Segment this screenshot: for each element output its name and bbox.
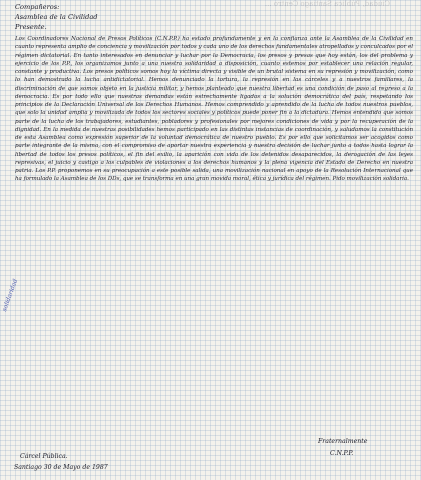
salutation-line-1: Compañeros: <box>15 3 60 11</box>
salutation-line-3: Presente. <box>15 23 47 31</box>
bleed-through-text: Ciudad, Pública Santiago Centro ... <box>264 0 390 8</box>
closing-signatory: C.N.P.P. <box>330 450 354 457</box>
closing-date: Santiago 30 de Mayo de 1987 <box>14 464 108 471</box>
letter-body <box>15 35 413 397</box>
margin-annotation: solidaridad <box>1 278 20 313</box>
salutation-line-2: Asamblea de la Civilidad <box>15 13 98 21</box>
closing-salutation: Fraternalmente <box>318 438 368 445</box>
closing-place: Cárcel Pública. <box>20 453 68 460</box>
letter-body-paragraph: Los Coordinadores Nacional de Presos Políticos (C.N.P.P.) ha estado profundamente y en la confianza ante la Asamblea de la Civilidad en cuanto representa amplio de conciencia y movilización por todos y cada uno de los derechos fundamentales atropellados y conculcados por el régimen dictatorial. En tanto interesados en denunciar y luchar por la Democracia, los presos y presas que hoy están, los del problema y ejercicio de los P.P., los organizamos junto a una nuestra solidaridad a disposición, cuanto estemos por establecer una relación regular, constante y productiva. Los presos políticos somos hoy la víctima directa y visible de un brutal sistema en su represión y movilización, como lo han demostrado la lucha antidictatorial. Hemos denunciado la tortura, la represión en las cárceles y a nuestros familiares, la discriminación de que somos objeto en la justicia militar, y hemos planteado que nuestra libertad es una condición de paso al regreso a la democracia. Es por todo ello que nuestras demandas están estrechamente ligadas a la solución democrática del país, respetando los principios de la Declaración Universal de los Derechos Humanos. Hemos comprendido y aprendido de la lucha de todos nuestros pueblos, que solo la unidad amplia y movilizada de todos los sectores sociales y políticos puede poner fin a la dictadura. Hemos entendido que somos parte de la lucha de los trabajadores, estudiantes, pobladores y profesionales por mejores condiciones de vida y por la recuperación de la dignidad. En la medida de nuestras posibilidades hemos participado en las distintas instancias de coordinación, y saludamos la constitución de esta Asamblea como expresión superior de la voluntad democrática de nuestro pueblo. Es por ello que solicitamos ser acogidos como parte integrante de la misma, con el compromiso de aportar nuestra experiencia y nuestra decisión de luchar junto a todos hasta lograr la libertad de todos los presos políticos, el fin del exilio, la aparición con vida de los detenidos desaparecidos, la derogación de las leyes represivas, el juicio y castigo a los culpables de violaciones a los derechos humanos y la plena vigencia del Estado de Derecho en nuestra patria. Los P.P. proponemos en su preocupación a este posible salida, una movilización nacional en apoyo de la Resolución Internacional que ha formulado la Asamblea de los DDs, que se transforma en una gran movida moral, ética y jurídica del régimen. Pido movilización solidaria. <box>15 36 413 183</box>
